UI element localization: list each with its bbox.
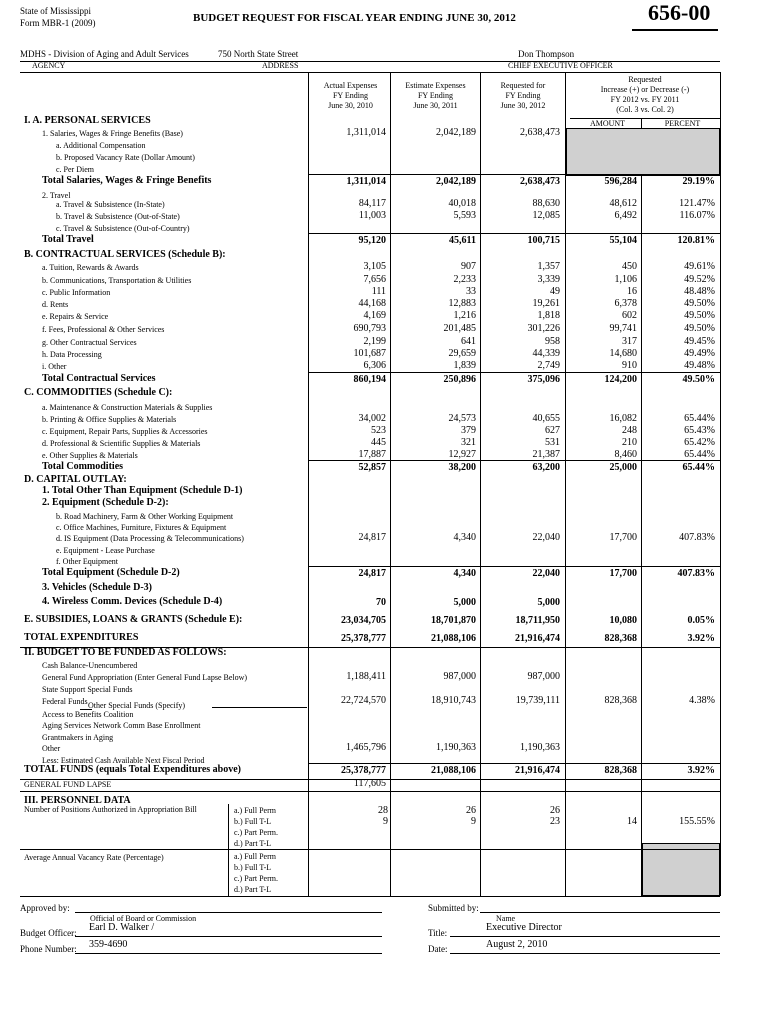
row-label: i. Other	[42, 362, 67, 371]
cell-percent: 3.92%	[687, 765, 715, 776]
cell-estimate: 4,340	[453, 568, 476, 579]
shaded-cell-personal	[566, 128, 720, 176]
cell-percent: 49.52%	[684, 274, 715, 285]
col-actual-header: Actual Expenses FY Ending June 30, 2010	[323, 81, 378, 110]
cell-amount: 17,700	[609, 568, 637, 579]
cell-estimate: 1,216	[453, 310, 476, 321]
row-label: 3. Vehicles (Schedule D-3)	[42, 582, 152, 593]
address-label: ADDRESS	[262, 61, 299, 70]
row-label: 2. Equipment (Schedule D-2):	[42, 497, 169, 508]
row-label: 2. Travel	[42, 191, 71, 200]
cell-percent: 4.38%	[689, 695, 715, 706]
cell-actual: 6,306	[363, 360, 386, 371]
budget-officer-label: Budget Officer:	[20, 928, 77, 938]
cell-actual: 22,724,570	[341, 695, 386, 706]
cell-requested: 49	[550, 286, 560, 297]
cell-estimate: 5,000	[453, 597, 476, 608]
cell-percent: 48.48%	[684, 286, 715, 297]
cell-requested: 3,339	[537, 274, 560, 285]
row-label: d. Professional & Scientific Supplies & Materials	[42, 439, 201, 448]
cell-percent: 65.42%	[684, 437, 715, 448]
row-label: a. Additional Compensation	[56, 141, 146, 150]
cell-amount: 6,492	[614, 210, 637, 221]
row-label: b. Printing & Office Supplies & Materials	[42, 415, 177, 424]
cell-requested: 12,085	[532, 210, 560, 221]
cell-percent: 29.19%	[682, 176, 715, 187]
cell-estimate: 21,088,106	[431, 765, 476, 776]
cell-requested: 301,226	[527, 323, 560, 334]
cell-percent: 49.45%	[684, 336, 715, 347]
submitted-by-label: Submitted by:	[428, 903, 479, 913]
cell-percent: 0.05%	[687, 615, 715, 626]
row-label: Total Equipment (Schedule D-2)	[42, 567, 180, 578]
row-label: b. Travel & Subsistence (Out-of-State)	[56, 212, 180, 221]
row-label: c. Travel & Subsistence (Out-of-Country)	[56, 224, 190, 233]
cell-estimate: 1,190,363	[436, 742, 476, 753]
full-perm-actual: 28	[378, 805, 388, 816]
row-label: Grantmakers in Aging	[42, 733, 114, 742]
pos-part-tl-label: d.) Part T-L	[234, 839, 272, 848]
vac-part-tl-label: d.) Part T-L	[234, 885, 272, 894]
cell-percent: 407.83%	[679, 532, 715, 543]
agency-address: 750 North State Street	[218, 49, 299, 59]
cell-estimate: 4,340	[453, 532, 476, 543]
cell-requested: 2,638,473	[520, 127, 560, 138]
cell-amount: 55,104	[609, 235, 637, 246]
cell-actual: 23,034,705	[341, 615, 386, 626]
cell-requested: 1,190,363	[520, 742, 560, 753]
positions-label: Number of Positions Authorized in Appropriation Bill	[24, 805, 197, 814]
cell-actual: 860,194	[353, 374, 386, 385]
state-label: State of Mississippi	[20, 6, 92, 16]
cell-estimate: 33	[466, 286, 476, 297]
cell-estimate: 5,593	[453, 210, 476, 221]
cell-amount: 248	[622, 425, 637, 436]
cell-estimate: 18,910,743	[431, 695, 476, 706]
cell-percent: 49.50%	[684, 310, 715, 321]
cell-actual: 690,793	[353, 323, 386, 334]
cell-requested: 958	[545, 336, 560, 347]
ceo-name: Don Thompson	[518, 49, 575, 59]
row-label: a. Maintenance & Construction Materials & Supplies	[42, 403, 213, 412]
cell-actual: 52,857	[358, 462, 386, 473]
cell-actual: 70	[376, 597, 386, 608]
row-label: 1. Salaries, Wages & Fringe Benefits (Base)	[42, 129, 183, 138]
cell-actual: 1,465,796	[346, 742, 386, 753]
cell-percent: 121.47%	[679, 198, 715, 209]
personnel-title: III. PERSONNEL DATA	[24, 795, 131, 806]
cell-amount: 16	[627, 286, 637, 297]
cell-requested: 531	[545, 437, 560, 448]
cell-percent: 49.50%	[684, 298, 715, 309]
cell-requested: 100,715	[527, 235, 560, 246]
cell-actual: 34,002	[358, 413, 386, 424]
vac-part-perm-label: c.) Part Perm.	[234, 874, 278, 883]
row-label: C. COMMODITIES (Schedule C):	[24, 387, 173, 398]
cell-percent: 65.44%	[682, 462, 715, 473]
phone-field[interactable]: 359-4690	[75, 939, 382, 954]
row-label: GENERAL FUND LAPSE	[24, 780, 112, 789]
row-label: Aging Services Network Comm Base Enrollment	[42, 721, 201, 730]
title-field[interactable]: Executive Director	[450, 922, 720, 937]
cell-percent: 49.61%	[684, 261, 715, 272]
row-label: e. Equipment - Lease Purchase	[56, 546, 155, 555]
col-percent-header: PERCENT	[664, 119, 701, 128]
cell-amount: 828,368	[604, 633, 637, 644]
row-label: a. Tuition, Rewards & Awards	[42, 263, 139, 272]
pos-part-perm-label: c.) Part Perm.	[234, 828, 278, 837]
row-label: f. Fees, Professional & Other Services	[42, 325, 165, 334]
cell-amount: 317	[622, 336, 637, 347]
row-label: Total Commodities	[42, 461, 124, 472]
cell-percent: 3.92%	[687, 633, 715, 644]
cell-amount: 8,460	[614, 449, 637, 460]
cell-actual: 24,817	[358, 532, 386, 543]
cell-estimate: 40,018	[448, 198, 476, 209]
row-label: TOTAL EXPENDITURES	[24, 632, 139, 643]
cell-amount: 210	[622, 437, 637, 448]
full-perm-estimate: 26	[466, 805, 476, 816]
cell-estimate: 379	[461, 425, 476, 436]
row-label: c. Public Information	[42, 288, 111, 297]
cell-actual: 1,188,411	[346, 671, 386, 682]
cell-actual: 84,117	[358, 198, 386, 209]
full-tl-estimate: 9	[471, 816, 476, 827]
row-label: e. Repairs & Service	[42, 312, 109, 321]
cell-actual: 111	[371, 286, 386, 297]
row-label: c. Equipment, Repair Parts, Supplies & Accessories	[42, 427, 208, 436]
cell-percent: 116.07%	[679, 210, 715, 221]
cell-requested: 22,040	[532, 568, 560, 579]
cell-requested: 627	[545, 425, 560, 436]
cell-percent: 65.43%	[684, 425, 715, 436]
cell-requested: 21,916,474	[515, 765, 560, 776]
budget-officer-field[interactable]: Earl D. Walker /	[75, 922, 382, 937]
other-special-funds-label: Other Special Funds (Specify)	[88, 701, 186, 710]
cell-estimate: 45,611	[449, 235, 476, 246]
cell-actual: 17,887	[358, 449, 386, 460]
cell-amount: 25,000	[609, 462, 637, 473]
cell-requested: 18,711,950	[515, 615, 560, 626]
row-label: General Fund Appropriation (Enter General Fund Lapse Below)	[42, 673, 248, 682]
phone-label: Phone Number:	[20, 944, 77, 954]
cell-amount: 10,080	[609, 615, 637, 626]
cell-actual: 2,199	[363, 336, 386, 347]
cell-requested: 1,357	[537, 261, 560, 272]
cell-actual: 25,378,777	[341, 765, 386, 776]
cell-amount: 596,284	[604, 176, 637, 187]
pos-full-perm-label: a.) Full Perm	[234, 806, 276, 815]
row-label: d. IS Equipment (Data Processing & Telecommunications)	[56, 534, 244, 543]
full-perm-requested: 26	[550, 805, 560, 816]
row-label: Federal Funds	[42, 697, 88, 706]
cell-percent: 120.81%	[677, 235, 715, 246]
row-label: TOTAL FUNDS (equals Total Expenditures above)	[24, 764, 241, 775]
agency-label: AGENCY	[32, 61, 66, 70]
ceo-label: CHIEF EXECUTIVE OFFICER	[508, 61, 613, 70]
row-label: e. Other Supplies & Materials	[42, 451, 138, 460]
board-label: Official of Board or Commission	[90, 914, 197, 923]
cell-percent: 407.83%	[677, 568, 715, 579]
cell-requested: 40,655	[532, 413, 560, 424]
cell-estimate: 29,659	[448, 348, 476, 359]
row-label: Less: Estimated Cash Available Next Fiscal Period	[42, 756, 205, 765]
row-label: g. Other Contractual Services	[42, 338, 137, 347]
cell-estimate: 12,883	[448, 298, 476, 309]
pos-full-tl-label: b.) Full T-L	[234, 817, 272, 826]
cell-amount: 910	[622, 360, 637, 371]
cell-amount: 1,106	[614, 274, 637, 285]
shaded-cell-vacancy	[642, 843, 720, 896]
cell-estimate: 2,042,189	[436, 127, 476, 138]
row-label: h. Data Processing	[42, 350, 102, 359]
cell-requested: 88,630	[532, 198, 560, 209]
cell-amount: 14,680	[609, 348, 637, 359]
cell-requested: 375,096	[527, 374, 560, 385]
row-label: f. Other Equipment	[56, 557, 118, 566]
cell-estimate: 12,927	[448, 449, 476, 460]
col-change-header: Requested Increase (+) or Decrease (-) FY 2012 vs. FY 2011 (Col. 3 vs. Col. 2)	[600, 75, 690, 114]
approved-by-label: Approved by:	[20, 903, 70, 913]
cell-requested: 5,000	[537, 597, 560, 608]
cell-estimate: 321	[461, 437, 476, 448]
cell-actual: 445	[371, 437, 386, 448]
row-label: b. Proposed Vacancy Rate (Dollar Amount)	[56, 153, 195, 162]
cell-estimate: 1,839	[453, 360, 476, 371]
full-tl-amount: 14	[627, 816, 637, 827]
cell-requested: 2,638,473	[520, 176, 560, 187]
col-amount-header: AMOUNT	[589, 119, 626, 128]
row-label: c. Office Machines, Furniture, Fixtures & Equipment	[56, 523, 227, 532]
row-label: b. Communications, Transportation & Utilities	[42, 276, 192, 285]
row-label: Other	[42, 744, 61, 753]
cell-estimate: 641	[461, 336, 476, 347]
cell-actual: 24,817	[358, 568, 386, 579]
cell-requested: 2,749	[537, 360, 560, 371]
cell-actual: 4,169	[363, 310, 386, 321]
vac-full-perm-label: a.) Full Perm	[234, 852, 276, 861]
page-title: BUDGET REQUEST FOR FISCAL YEAR ENDING JUNE 30, 2012	[193, 12, 516, 24]
vac-full-tl-label: b.) Full T-L	[234, 863, 272, 872]
cell-amount: 828,368	[604, 765, 637, 776]
cell-requested: 19,261	[532, 298, 560, 309]
cell-requested: 21,916,474	[515, 633, 560, 644]
form-code: 656-00	[648, 0, 711, 25]
cell-actual: 117,605	[353, 778, 386, 789]
cell-amount: 450	[622, 261, 637, 272]
cell-requested: 19,739,111	[515, 695, 560, 706]
row-label: Access to Benefits Coalition	[42, 710, 134, 719]
date-label: Date:	[428, 944, 448, 954]
cell-actual: 7,656	[363, 274, 386, 285]
row-label: 4. Wireless Comm. Devices (Schedule D-4)	[42, 596, 223, 607]
cell-amount: 48,612	[609, 198, 637, 209]
cell-actual: 3,105	[363, 261, 386, 272]
cell-amount: 602	[622, 310, 637, 321]
cell-amount: 6,378	[614, 298, 637, 309]
cell-requested: 21,387	[532, 449, 560, 460]
cell-estimate: 907	[461, 261, 476, 272]
cell-percent: 49.50%	[682, 374, 715, 385]
cell-estimate: 250,896	[443, 374, 476, 385]
row-label: 1. Total Other Than Equipment (Schedule D-1)	[42, 485, 243, 496]
cell-estimate: 24,573	[448, 413, 476, 424]
cell-requested: 987,000	[527, 671, 560, 682]
full-tl-requested: 23	[550, 816, 560, 827]
cell-estimate: 2,233	[453, 274, 476, 285]
col-requested-header: Requested for FY Ending June 30, 2012	[500, 81, 546, 110]
row-label: Total Contractual Services	[42, 373, 156, 384]
cell-requested: 44,339	[532, 348, 560, 359]
cell-estimate: 2,042,189	[436, 176, 476, 187]
cell-percent: 49.49%	[684, 348, 715, 359]
col-estimate-header: Estimate Expenses FY Ending June 30, 2011	[405, 81, 466, 110]
cell-actual: 101,687	[353, 348, 386, 359]
cell-amount: 17,700	[609, 532, 637, 543]
title-label: Title:	[428, 928, 448, 938]
cell-estimate: 38,200	[448, 462, 476, 473]
cell-requested: 1,818	[537, 310, 560, 321]
cell-requested: 22,040	[532, 532, 560, 543]
cell-estimate: 987,000	[443, 671, 476, 682]
cell-amount: 828,368	[604, 695, 637, 706]
cell-percent: 65.44%	[684, 449, 715, 460]
cell-estimate: 201,485	[443, 323, 476, 334]
row-label: I. A. PERSONAL SERVICES	[24, 115, 151, 126]
cell-actual: 523	[371, 425, 386, 436]
cell-estimate: 21,088,106	[431, 633, 476, 644]
cell-percent: 65.44%	[684, 413, 715, 424]
cell-requested: 63,200	[532, 462, 560, 473]
cell-percent: 49.48%	[684, 360, 715, 371]
full-tl-percent: 155.55%	[679, 816, 715, 827]
date-field[interactable]: August 2, 2010	[450, 939, 720, 954]
cell-amount: 99,741	[609, 323, 637, 334]
cell-actual: 44,168	[358, 298, 386, 309]
row-label: a. Travel & Subsistence (In-State)	[56, 200, 165, 209]
cell-actual: 1,311,014	[346, 127, 386, 138]
cell-amount: 124,200	[604, 374, 637, 385]
cell-percent: 49.50%	[684, 323, 715, 334]
row-label: Total Salaries, Wages & Fringe Benefits	[42, 175, 212, 186]
row-label: E. SUBSIDIES, LOANS & GRANTS (Schedule E):	[24, 614, 243, 625]
row-label: State Support Special Funds	[42, 685, 133, 694]
cell-actual: 1,311,014	[346, 176, 386, 187]
row-label: II. BUDGET TO BE FUNDED AS FOLLOWS:	[24, 647, 227, 658]
cell-actual: 11,003	[358, 210, 386, 221]
full-tl-actual: 9	[383, 816, 388, 827]
row-label: B. CONTRACTUAL SERVICES (Schedule B):	[24, 249, 226, 260]
row-label: b. Road Machinery, Farm & Other Working Equipment	[56, 512, 234, 521]
form-label: Form MBR-1 (2009)	[20, 18, 96, 28]
cell-actual: 25,378,777	[341, 633, 386, 644]
vacancy-label: Average Annual Vacancy Rate (Percentage)	[24, 853, 164, 862]
cell-estimate: 18,701,870	[431, 615, 476, 626]
row-label: c. Per Diem	[56, 165, 94, 174]
cell-amount: 16,082	[609, 413, 637, 424]
row-label: Cash Balance-Unencumbered	[42, 661, 138, 670]
row-label: d. Rents	[42, 300, 69, 309]
row-label: Total Travel	[42, 234, 94, 245]
name-label: Name	[496, 914, 516, 923]
row-label: D. CAPITAL OUTLAY:	[24, 474, 127, 485]
cell-actual: 95,120	[358, 235, 386, 246]
agency-name: MDHS - Division of Aging and Adult Services	[20, 49, 189, 59]
